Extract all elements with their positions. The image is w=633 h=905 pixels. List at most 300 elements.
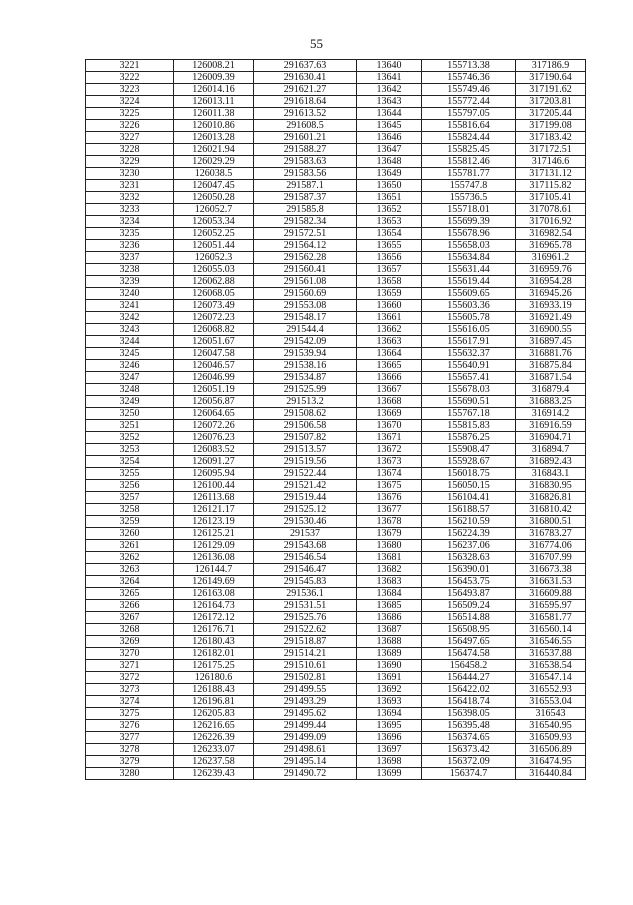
x-coordinate-cell: 155746.36 [422,72,516,84]
x-coordinate-cell: 155658.03 [422,240,516,252]
point-number-cell: 3240 [86,288,174,300]
table-row [86,420,586,432]
coordinates-table [85,59,586,780]
table-row [86,360,586,372]
x-coordinate-cell: 155824.44 [422,132,516,144]
x-coordinate-cell: 156328.63 [422,552,516,564]
y-coordinate-cell: 316881.76 [516,348,586,360]
point-number-cell: 13646 [357,132,422,144]
x-coordinate-cell: 155713.38 [422,60,516,72]
x-coordinate-cell: 156050.15 [422,480,516,492]
y-coordinate-cell: 316547.14 [516,672,586,684]
table-row [86,108,586,120]
point-number-cell: 13654 [357,228,422,240]
y-coordinate-cell: 316543 [516,708,586,720]
point-number-cell: 13690 [357,660,422,672]
x-coordinate-cell: 156188.57 [422,504,516,516]
x-coordinate-cell: 156444.27 [422,672,516,684]
x-coordinate-cell: 126011.38 [174,108,254,120]
table-row [86,480,586,492]
x-coordinate-cell: 155816.64 [422,120,516,132]
x-coordinate-cell: 155640.91 [422,360,516,372]
x-coordinate-cell: 155718.01 [422,204,516,216]
table-row [86,456,586,468]
x-coordinate-cell: 126072.23 [174,312,254,324]
point-number-cell: 3227 [86,132,174,144]
point-number-cell: 3262 [86,552,174,564]
x-coordinate-cell: 156497.65 [422,636,516,648]
y-coordinate-cell: 316783.27 [516,528,586,540]
y-coordinate-cell: 291490.72 [254,768,357,780]
table-row [86,600,586,612]
y-coordinate-cell: 291587.1 [254,180,357,192]
point-number-cell: 3258 [86,504,174,516]
point-number-cell: 13678 [357,516,422,528]
table-row [86,144,586,156]
point-number-cell: 13656 [357,252,422,264]
y-coordinate-cell: 316843.1 [516,468,586,480]
point-number-cell: 3249 [86,396,174,408]
point-number-cell: 13686 [357,612,422,624]
y-coordinate-cell: 291582.34 [254,216,357,228]
x-coordinate-cell: 126052.25 [174,228,254,240]
point-number-cell: 3278 [86,744,174,756]
x-coordinate-cell: 126013.11 [174,96,254,108]
point-number-cell: 3245 [86,348,174,360]
point-number-cell: 13669 [357,408,422,420]
y-coordinate-cell: 291546.54 [254,552,357,564]
table-row [86,672,586,684]
x-coordinate-cell: 155616.05 [422,324,516,336]
coordinates-table-body [86,60,586,780]
point-number-cell: 3259 [86,516,174,528]
x-coordinate-cell: 155825.45 [422,144,516,156]
y-coordinate-cell: 291510.61 [254,660,357,672]
y-coordinate-cell: 316900.55 [516,324,586,336]
x-coordinate-cell: 126021.94 [174,144,254,156]
x-coordinate-cell: 155609.65 [422,288,516,300]
x-coordinate-cell: 126051.19 [174,384,254,396]
y-coordinate-cell: 291495.14 [254,756,357,768]
y-coordinate-cell: 291525.12 [254,504,357,516]
x-coordinate-cell: 155699.39 [422,216,516,228]
y-coordinate-cell: 316440.84 [516,768,586,780]
point-number-cell: 3265 [86,588,174,600]
table-row [86,336,586,348]
x-coordinate-cell: 156210.59 [422,516,516,528]
table-row [86,684,586,696]
y-coordinate-cell: 316883.25 [516,396,586,408]
y-coordinate-cell: 291637.63 [254,60,357,72]
y-coordinate-cell: 291543.68 [254,540,357,552]
y-coordinate-cell: 291531.51 [254,600,357,612]
x-coordinate-cell: 156018.75 [422,468,516,480]
x-coordinate-cell: 155617.91 [422,336,516,348]
x-coordinate-cell: 126188.43 [174,684,254,696]
y-coordinate-cell: 316965.78 [516,240,586,252]
y-coordinate-cell: 316540.95 [516,720,586,732]
x-coordinate-cell: 126013.28 [174,132,254,144]
y-coordinate-cell: 291521.42 [254,480,357,492]
x-coordinate-cell: 126053.34 [174,216,254,228]
y-coordinate-cell: 317190.64 [516,72,586,84]
point-number-cell: 13683 [357,576,422,588]
table-row [86,492,586,504]
x-coordinate-cell: 155767.18 [422,408,516,420]
point-number-cell: 13658 [357,276,422,288]
y-coordinate-cell: 291536.1 [254,588,357,600]
x-coordinate-cell: 156493.87 [422,588,516,600]
point-number-cell: 13663 [357,336,422,348]
y-coordinate-cell: 317203.81 [516,96,586,108]
point-number-cell: 3222 [86,72,174,84]
point-number-cell: 13651 [357,192,422,204]
y-coordinate-cell: 291518.87 [254,636,357,648]
y-coordinate-cell: 291608.5 [254,120,357,132]
x-coordinate-cell: 126091.27 [174,456,254,468]
point-number-cell: 13682 [357,564,422,576]
x-coordinate-cell: 155736.5 [422,192,516,204]
table-row [86,636,586,648]
x-coordinate-cell: 126149.69 [174,576,254,588]
table-row [86,528,586,540]
table-row [86,156,586,168]
x-coordinate-cell: 126072.26 [174,420,254,432]
table-row [86,264,586,276]
y-coordinate-cell: 291560.41 [254,264,357,276]
x-coordinate-cell: 156514.88 [422,612,516,624]
x-coordinate-cell: 126196.81 [174,696,254,708]
y-coordinate-cell: 316959.76 [516,264,586,276]
point-number-cell: 3229 [86,156,174,168]
y-coordinate-cell: 291553.08 [254,300,357,312]
y-coordinate-cell: 291513.2 [254,396,357,408]
x-coordinate-cell: 155657.41 [422,372,516,384]
x-coordinate-cell: 126068.82 [174,324,254,336]
point-number-cell: 3271 [86,660,174,672]
y-coordinate-cell: 291506.58 [254,420,357,432]
y-coordinate-cell: 316581.77 [516,612,586,624]
y-coordinate-cell: 316552.93 [516,684,586,696]
point-number-cell: 3256 [86,480,174,492]
table-row [86,96,586,108]
x-coordinate-cell: 156237.06 [422,540,516,552]
y-coordinate-cell: 316879.4 [516,384,586,396]
point-number-cell: 3244 [86,336,174,348]
x-coordinate-cell: 126176.71 [174,624,254,636]
y-coordinate-cell: 316830.95 [516,480,586,492]
table-row [86,696,586,708]
y-coordinate-cell: 316961.2 [516,252,586,264]
y-coordinate-cell: 291588.27 [254,144,357,156]
y-coordinate-cell: 291613.52 [254,108,357,120]
x-coordinate-cell: 155631.44 [422,264,516,276]
y-coordinate-cell: 317146.6 [516,156,586,168]
x-coordinate-cell: 126046.57 [174,360,254,372]
x-coordinate-cell: 126046.99 [174,372,254,384]
point-number-cell: 13644 [357,108,422,120]
point-number-cell: 13672 [357,444,422,456]
point-number-cell: 13659 [357,288,422,300]
point-number-cell: 3260 [86,528,174,540]
point-number-cell: 3238 [86,264,174,276]
y-coordinate-cell: 316800.51 [516,516,586,528]
x-coordinate-cell: 155815.83 [422,420,516,432]
table-row [86,240,586,252]
point-number-cell: 13692 [357,684,422,696]
x-coordinate-cell: 126055.03 [174,264,254,276]
table-row [86,588,586,600]
point-number-cell: 3267 [86,612,174,624]
table-row [86,312,586,324]
table-row [86,276,586,288]
x-coordinate-cell: 126095.94 [174,468,254,480]
point-number-cell: 13680 [357,540,422,552]
point-number-cell: 13696 [357,732,422,744]
point-number-cell: 13647 [357,144,422,156]
y-coordinate-cell: 291564.12 [254,240,357,252]
y-coordinate-cell: 291499.44 [254,720,357,732]
x-coordinate-cell: 126047.45 [174,180,254,192]
point-number-cell: 13688 [357,636,422,648]
table-row [86,516,586,528]
y-coordinate-cell: 291525.99 [254,384,357,396]
x-coordinate-cell: 156453.75 [422,576,516,588]
point-number-cell: 3273 [86,684,174,696]
point-number-cell: 13699 [357,768,422,780]
y-coordinate-cell: 316609.88 [516,588,586,600]
point-number-cell: 13668 [357,396,422,408]
x-coordinate-cell: 126051.44 [174,240,254,252]
table-row [86,768,586,780]
point-number-cell: 3261 [86,540,174,552]
x-coordinate-cell: 126100.44 [174,480,254,492]
point-number-cell: 13698 [357,756,422,768]
point-number-cell: 13640 [357,60,422,72]
point-number-cell: 3254 [86,456,174,468]
y-coordinate-cell: 291499.55 [254,684,357,696]
x-coordinate-cell: 126014.16 [174,84,254,96]
y-coordinate-cell: 316921.49 [516,312,586,324]
point-number-cell: 3277 [86,732,174,744]
table-row [86,84,586,96]
x-coordinate-cell: 155781.77 [422,168,516,180]
x-coordinate-cell: 126050.28 [174,192,254,204]
y-coordinate-cell: 316904.71 [516,432,586,444]
table-row [86,552,586,564]
table-row [86,540,586,552]
x-coordinate-cell: 156374.7 [422,768,516,780]
x-coordinate-cell: 155619.44 [422,276,516,288]
point-number-cell: 3264 [86,576,174,588]
table-row [86,468,586,480]
x-coordinate-cell: 126216.65 [174,720,254,732]
y-coordinate-cell: 291583.56 [254,168,357,180]
point-number-cell: 13641 [357,72,422,84]
y-coordinate-cell: 316826.81 [516,492,586,504]
table-row [86,120,586,132]
y-coordinate-cell: 291587.37 [254,192,357,204]
y-coordinate-cell: 291525.76 [254,612,357,624]
x-coordinate-cell: 156509.24 [422,600,516,612]
table-row [86,252,586,264]
y-coordinate-cell: 291519.44 [254,492,357,504]
table-row [86,132,586,144]
table-row [86,216,586,228]
x-coordinate-cell: 126239.43 [174,768,254,780]
y-coordinate-cell: 291493.29 [254,696,357,708]
y-coordinate-cell: 316897.45 [516,336,586,348]
point-number-cell: 13662 [357,324,422,336]
x-coordinate-cell: 126129.09 [174,540,254,552]
x-coordinate-cell: 126180.43 [174,636,254,648]
point-number-cell: 13681 [357,552,422,564]
y-coordinate-cell: 291522.62 [254,624,357,636]
point-number-cell: 3224 [86,96,174,108]
y-coordinate-cell: 291542.09 [254,336,357,348]
point-number-cell: 13670 [357,420,422,432]
x-coordinate-cell: 126144.7 [174,564,254,576]
table-row [86,576,586,588]
point-number-cell: 3270 [86,648,174,660]
point-number-cell: 3241 [86,300,174,312]
x-coordinate-cell: 126172.12 [174,612,254,624]
table-row [86,324,586,336]
x-coordinate-cell: 126052.3 [174,252,254,264]
point-number-cell: 3269 [86,636,174,648]
y-coordinate-cell: 317172.51 [516,144,586,156]
table-row [86,372,586,384]
x-coordinate-cell: 126164.73 [174,600,254,612]
table-row [86,720,586,732]
x-coordinate-cell: 156398.05 [422,708,516,720]
x-coordinate-cell: 156224.39 [422,528,516,540]
point-number-cell: 3257 [86,492,174,504]
point-number-cell: 3233 [86,204,174,216]
y-coordinate-cell: 316954.28 [516,276,586,288]
point-number-cell: 13655 [357,240,422,252]
point-number-cell: 13697 [357,744,422,756]
point-number-cell: 13674 [357,468,422,480]
point-number-cell: 3223 [86,84,174,96]
y-coordinate-cell: 317183.42 [516,132,586,144]
table-row [86,444,586,456]
point-number-cell: 13653 [357,216,422,228]
y-coordinate-cell: 291495.62 [254,708,357,720]
y-coordinate-cell: 291621.27 [254,84,357,96]
point-number-cell: 3243 [86,324,174,336]
point-number-cell: 3232 [86,192,174,204]
point-number-cell: 13677 [357,504,422,516]
x-coordinate-cell: 155747.8 [422,180,516,192]
point-number-cell: 13679 [357,528,422,540]
point-number-cell: 3239 [86,276,174,288]
x-coordinate-cell: 155678.96 [422,228,516,240]
x-coordinate-cell: 126237.58 [174,756,254,768]
point-number-cell: 13694 [357,708,422,720]
table-row [86,648,586,660]
table-row [86,288,586,300]
x-coordinate-cell: 126083.52 [174,444,254,456]
y-coordinate-cell: 317115.82 [516,180,586,192]
point-number-cell: 13671 [357,432,422,444]
x-coordinate-cell: 155876.25 [422,432,516,444]
x-coordinate-cell: 126008.21 [174,60,254,72]
x-coordinate-cell: 155634.84 [422,252,516,264]
x-coordinate-cell: 126123.19 [174,516,254,528]
y-coordinate-cell: 316945.26 [516,288,586,300]
y-coordinate-cell: 316875.84 [516,360,586,372]
y-coordinate-cell: 291630.41 [254,72,357,84]
point-number-cell: 3272 [86,672,174,684]
table-row [86,180,586,192]
x-coordinate-cell: 155603.36 [422,300,516,312]
point-number-cell: 13652 [357,204,422,216]
y-coordinate-cell: 316914.2 [516,408,586,420]
x-coordinate-cell: 126113.68 [174,492,254,504]
y-coordinate-cell: 316546.55 [516,636,586,648]
point-number-cell: 3221 [86,60,174,72]
point-number-cell: 13661 [357,312,422,324]
x-coordinate-cell: 126009.39 [174,72,254,84]
point-number-cell: 3225 [86,108,174,120]
page-number: 55 [310,36,323,51]
x-coordinate-cell: 126076.23 [174,432,254,444]
x-coordinate-cell: 156395.48 [422,720,516,732]
point-number-cell: 13657 [357,264,422,276]
point-number-cell: 3230 [86,168,174,180]
y-coordinate-cell: 291572.51 [254,228,357,240]
point-number-cell: 3234 [86,216,174,228]
x-coordinate-cell: 126056.87 [174,396,254,408]
y-coordinate-cell: 316982.54 [516,228,586,240]
point-number-cell: 3242 [86,312,174,324]
x-coordinate-cell: 156422.02 [422,684,516,696]
y-coordinate-cell: 291522.44 [254,468,357,480]
table-row [86,744,586,756]
y-coordinate-cell: 291548.17 [254,312,357,324]
x-coordinate-cell: 126136.08 [174,552,254,564]
y-coordinate-cell: 316774.06 [516,540,586,552]
point-number-cell: 3276 [86,720,174,732]
y-coordinate-cell: 316506.89 [516,744,586,756]
point-number-cell: 3246 [86,360,174,372]
x-coordinate-cell: 156374.65 [422,732,516,744]
y-coordinate-cell: 291560.69 [254,288,357,300]
table-row [86,72,586,84]
y-coordinate-cell: 316892.43 [516,456,586,468]
y-coordinate-cell: 317105.41 [516,192,586,204]
y-coordinate-cell: 317199.08 [516,120,586,132]
y-coordinate-cell: 291545.83 [254,576,357,588]
point-number-cell: 13642 [357,84,422,96]
table-row [86,60,586,72]
y-coordinate-cell: 316553.04 [516,696,586,708]
table-row [86,384,586,396]
y-coordinate-cell: 317205.44 [516,108,586,120]
x-coordinate-cell: 156104.41 [422,492,516,504]
y-coordinate-cell: 317078.61 [516,204,586,216]
y-coordinate-cell: 291562.28 [254,252,357,264]
y-coordinate-cell: 291499.09 [254,732,357,744]
point-number-cell: 3251 [86,420,174,432]
table-row [86,612,586,624]
table-row [86,432,586,444]
x-coordinate-cell: 126125.21 [174,528,254,540]
y-coordinate-cell: 291537 [254,528,357,540]
point-number-cell: 3237 [86,252,174,264]
y-coordinate-cell: 316707.99 [516,552,586,564]
